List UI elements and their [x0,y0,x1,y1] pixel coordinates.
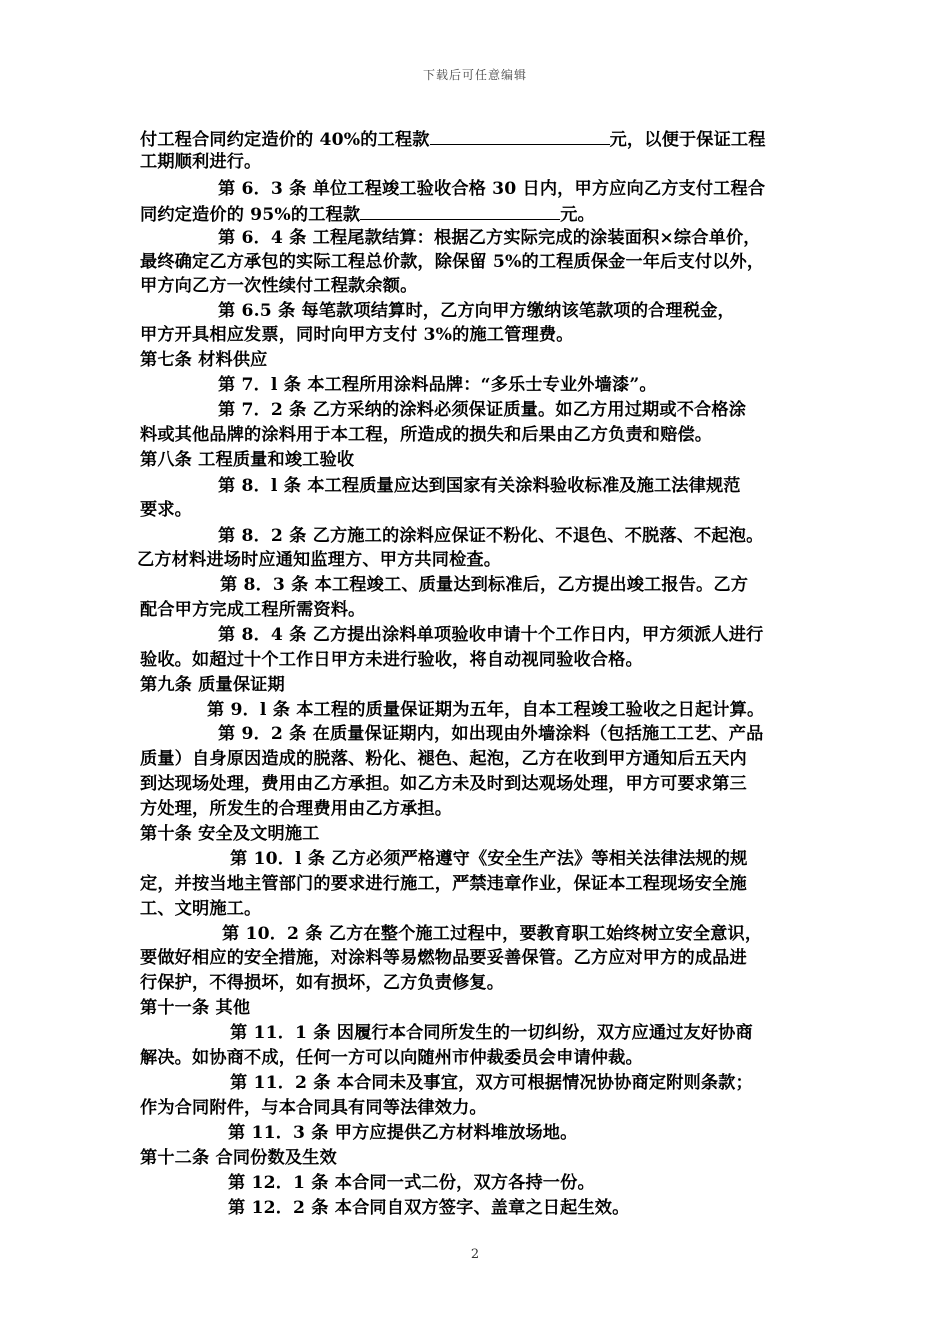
paragraph-line: 行保护，不得损坏，如有损坏，乙方负责修复。 [140,973,505,993]
paragraph-line: 验收。如超过十个工作日甲方未进行验收，将自动视同验收合格。 [140,650,643,670]
paragraph-line: 配合甲方完成工程所需资料。 [140,600,366,620]
paragraph-line: 作为合同附件，与本合同具有同等法律效力。 [140,1098,487,1118]
paragraph-line: 甲方向乙方一次性续付工程款余额。 [140,276,418,296]
paragraph-line: 定，并按当地主管部门的要求进行施工，严禁违章作业，保证本工程现场安全施 [140,874,747,894]
section-heading: 第七条 材料供应 [140,350,268,370]
paragraph-line: 要求。 [140,500,193,520]
clause-line: 第 8．3 条 本工程竣工、质量达到标准后，乙方提出竣工报告。乙方 [220,575,749,595]
paragraph-line: 方处理，所发生的合理费用由乙方承担。 [140,799,453,819]
page-number: 2 [470,1247,480,1262]
paragraph-line: 甲方开具相应发票，同时向甲方支付 3%的施工管理费。 [140,325,574,345]
clause-line: 第 7．2 条 乙方采纳的涂料必须保证质量。如乙方用过期或不合格涂 [218,400,747,420]
clause-line: 第 9．l 条 本工程的质量保证期为五年，自本工程竣工验收之日起计算。 [207,700,765,720]
paragraph-line: 同约定造价的 95%的工程款 元。 [140,201,830,227]
clause-line: 第 7．l 条 本工程所用涂料品牌：“多乐士专业外墙漆”。 [218,375,657,395]
clause-line: 第 8．4 条 乙方提出涂料单项验收申请十个工作日内，甲方须派人进行 [218,625,764,645]
clause-line: 第 6．4 条 工程尾款结算：根据乙方实际完成的涂装面积×综合单价， [218,228,761,248]
paragraph-line: 付工程合同约定造价的 40%的工程款 元，以便于保证工程 [140,126,830,152]
paragraph-line: 工、文明施工。 [140,899,262,919]
paragraph-line: 最终确定乙方承包的实际工程总价款，除保留 5%的工程质保金一年后支付以外， [140,252,765,272]
section-heading: 第十条 安全及文明施工 [140,824,320,844]
clause-line: 第 11．2 条 本合同未及事宜，双方可根据情况协协商定附则条款； [230,1073,753,1093]
section-heading: 第八条 工程质量和竣工验收 [140,450,355,470]
paragraph-line: 工期顺利进行。 [140,152,262,172]
section-heading: 第九条 质量保证期 [140,675,285,695]
clause-line: 第 12．1 条 本合同一式二份，双方各持一份。 [228,1173,595,1193]
clause-line: 第 6.5 条 每笔款项结算时，乙方向甲方缴纳该笔款项的合理税金， [218,301,735,321]
clause-line: 第 11．3 条 甲方应提供乙方材料堆放场地。 [228,1123,578,1143]
clause-line: 第 9．2 条 在质量保证期内，如出现由外墙涂料（包括施工工艺、产品 [218,724,764,744]
blank-field [430,126,610,145]
paragraph-line: 料或其他品牌的涂料用于本工程，所造成的损失和后果由乙方负责和赔偿。 [140,425,713,445]
blank-field [360,201,560,220]
page-header: 下载后可任意编辑 [422,68,527,82]
clause-line: 第 6．3 条 单位工程竣工验收合格 30 日内，甲方应向乙方支付工程合 [218,179,766,199]
paragraph-line: 解决。如协商不成，任何一方可以向随州市仲裁委员会申请仲裁。 [140,1048,643,1068]
clause-line: 第 8．2 条 乙方施工的涂料应保证不粉化、不退色、不脱落、不起泡。 [218,526,764,546]
clause-line: 第 10．l 条 乙方必须严格遵守《安全生产法》等相关法律法规的规 [230,849,748,869]
paragraph-line: 乙方材料进场时应通知监理方、甲方共同检查。 [137,550,502,570]
section-heading: 第十一条 其他 [140,998,251,1018]
paragraph-line: 质量）自身原因造成的脱落、粉化、褪色、起泡，乙方在收到甲方通知后五天内 [140,749,747,769]
clause-line: 第 10．2 条 乙方在整个施工过程中，要教育职工始终树立安全意识， [222,924,763,944]
clause-line: 第 11．1 条 因履行本合同所发生的一切纠纷，双方应通过友好协商 [230,1023,753,1043]
clause-line: 第 8．l 条 本工程质量应达到国家有关涂料验收标准及施工法律规范 [218,476,741,496]
section-heading: 第十二条 合同份数及生效 [140,1148,337,1168]
paragraph-line: 要做好相应的安全措施，对涂料等易燃物品要妥善保管。乙方应对甲方的成品进 [140,948,747,968]
paragraph-line: 到达现场处理，费用由乙方承担。如乙方未及时到达观场处理，甲方可要求第三 [140,774,747,794]
clause-line: 第 12．2 条 本合同自双方签字、盖章之日起生效。 [228,1198,630,1218]
